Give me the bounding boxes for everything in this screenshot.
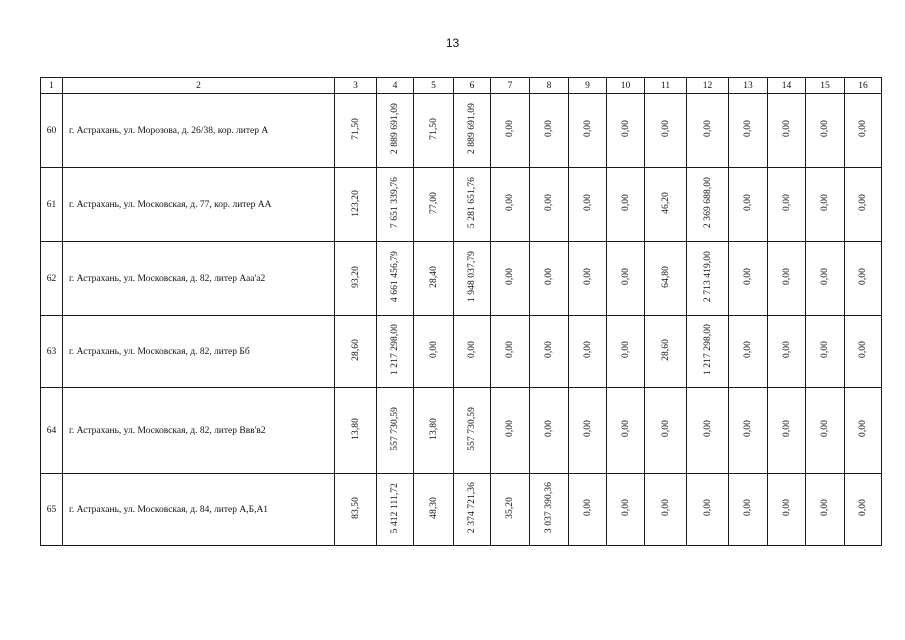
value-cell-col-13 <box>729 242 768 316</box>
value-cell-col-8 <box>530 388 569 474</box>
value-cell-col-4 <box>377 94 414 168</box>
value-cell-col-4 <box>377 168 414 242</box>
value-cell-col-9 <box>569 168 607 242</box>
column-header-9: 9 <box>569 78 607 94</box>
value-text: 0,00 <box>582 420 593 438</box>
table-row <box>41 168 882 242</box>
value-text: 0,00 <box>467 341 477 359</box>
value-cell-col-16 <box>845 242 882 316</box>
value-text: 0,00 <box>743 420 753 438</box>
value-text: 5 281 651,76 <box>467 177 477 229</box>
column-header-12: 12 <box>687 78 729 94</box>
data-table <box>40 77 882 546</box>
value-text: 64,80 <box>660 266 671 288</box>
row-number: 64 <box>41 388 63 474</box>
value-text: 0,00 <box>620 420 631 438</box>
value-cell-col-16 <box>845 94 882 168</box>
table-row <box>41 94 882 168</box>
value-cell-col-6 <box>454 388 491 474</box>
value-cell-col-14 <box>768 388 806 474</box>
value-cell-col-15 <box>806 388 845 474</box>
value-cell-col-8 <box>530 242 569 316</box>
value-text: 2 369 688,00 <box>702 177 713 229</box>
value-cell-col-13 <box>729 316 768 388</box>
value-text: 0,00 <box>544 120 554 138</box>
value-cell-col-5 <box>414 474 454 546</box>
value-text: 0,00 <box>820 268 830 286</box>
value-cell-col-10 <box>607 316 645 388</box>
value-text: 0,00 <box>743 499 753 517</box>
address-cell: г. Астрахань, ул. Московская, д. 77, кор. литер АА <box>63 168 335 242</box>
value-text: 0,00 <box>505 341 515 359</box>
value-text: 5 412 111,72 <box>390 482 400 534</box>
column-header-4: 4 <box>377 78 414 94</box>
table-row <box>41 474 882 546</box>
value-cell-col-10 <box>607 474 645 546</box>
value-text: 13,80 <box>428 418 439 440</box>
value-text: 0,00 <box>743 120 753 138</box>
column-header-5: 5 <box>414 78 454 94</box>
value-cell-col-9 <box>569 316 607 388</box>
column-header-1: 1 <box>41 78 63 94</box>
value-cell-col-13 <box>729 168 768 242</box>
value-cell-col-3 <box>335 242 377 316</box>
value-cell-col-8 <box>530 316 569 388</box>
value-text: 13,80 <box>350 418 361 440</box>
address-cell: г. Астрахань, ул. Московская, д. 82, литер Ааа'а2 <box>63 242 335 316</box>
value-cell-col-14 <box>768 94 806 168</box>
value-text: 3 037 390,36 <box>544 482 554 534</box>
value-text: 0,00 <box>660 499 671 517</box>
value-text: 0,00 <box>743 341 753 359</box>
value-cell-col-7 <box>491 316 530 388</box>
value-cell-col-12 <box>687 388 729 474</box>
table-body <box>41 78 882 546</box>
value-text: 0,00 <box>660 420 671 438</box>
value-cell-col-8 <box>530 94 569 168</box>
value-text: 0,00 <box>620 341 631 359</box>
value-cell-col-16 <box>845 388 882 474</box>
value-cell-col-15 <box>806 94 845 168</box>
value-text: 0,00 <box>582 194 593 212</box>
table-row <box>41 316 882 388</box>
value-text: 0,00 <box>820 120 830 138</box>
value-cell-col-15 <box>806 474 845 546</box>
row-number: 60 <box>41 94 63 168</box>
value-text: 46,20 <box>660 192 671 214</box>
value-cell-col-6 <box>454 94 491 168</box>
value-text: 0,00 <box>582 268 593 286</box>
value-cell-col-5 <box>414 242 454 316</box>
value-cell-col-11 <box>645 316 687 388</box>
value-text: 0,00 <box>544 341 554 359</box>
value-text: 71,50 <box>350 118 361 140</box>
value-cell-col-15 <box>806 168 845 242</box>
value-text: 0,00 <box>544 194 554 212</box>
value-text: 0,00 <box>620 194 631 212</box>
value-cell-col-10 <box>607 168 645 242</box>
value-cell-col-4 <box>377 474 414 546</box>
value-text: 0,00 <box>544 268 554 286</box>
value-cell-col-3 <box>335 388 377 474</box>
value-text: 0,00 <box>858 120 868 138</box>
value-cell-col-10 <box>607 242 645 316</box>
value-cell-col-12 <box>687 316 729 388</box>
value-text: 0,00 <box>820 194 830 212</box>
value-text: 0,00 <box>858 341 868 359</box>
value-text: 1 217 298,00 <box>702 324 713 376</box>
value-text: 0,00 <box>781 341 792 359</box>
value-cell-col-8 <box>530 168 569 242</box>
value-cell-col-14 <box>768 474 806 546</box>
value-cell-col-5 <box>414 316 454 388</box>
value-cell-col-12 <box>687 474 729 546</box>
value-text: 0,00 <box>505 268 515 286</box>
value-text: 0,00 <box>620 268 631 286</box>
address-cell: г. Астрахань, ул. Московская, д. 84, литер А,Б,А1 <box>63 474 335 546</box>
value-cell-col-9 <box>569 242 607 316</box>
value-text: 0,00 <box>858 499 868 517</box>
value-cell-col-12 <box>687 168 729 242</box>
value-text: 0,00 <box>582 499 593 517</box>
value-cell-col-15 <box>806 242 845 316</box>
value-text: 2 374 721,36 <box>467 482 477 534</box>
row-number: 62 <box>41 242 63 316</box>
column-header-16: 16 <box>845 78 882 94</box>
value-cell-col-4 <box>377 242 414 316</box>
value-text: 48,30 <box>428 497 439 519</box>
column-header-3: 3 <box>335 78 377 94</box>
value-cell-col-14 <box>768 316 806 388</box>
value-cell-col-7 <box>491 474 530 546</box>
value-text: 28,60 <box>660 339 671 361</box>
value-cell-col-11 <box>645 94 687 168</box>
value-cell-col-7 <box>491 94 530 168</box>
value-cell-col-3 <box>335 94 377 168</box>
column-header-15: 15 <box>806 78 845 94</box>
value-cell-col-10 <box>607 94 645 168</box>
value-text: 0,00 <box>743 268 753 286</box>
value-text: 71,50 <box>428 118 439 140</box>
value-text: 0,00 <box>858 420 868 438</box>
column-header-8: 8 <box>530 78 569 94</box>
value-cell-col-6 <box>454 316 491 388</box>
value-cell-col-3 <box>335 316 377 388</box>
value-cell-col-9 <box>569 474 607 546</box>
value-text: 2 713 419,00 <box>702 251 713 303</box>
value-cell-col-16 <box>845 168 882 242</box>
value-text: 2 889 691,09 <box>467 103 477 155</box>
table-row <box>41 388 882 474</box>
value-text: 0,00 <box>505 420 515 438</box>
value-text: 0,00 <box>428 341 439 359</box>
value-cell-col-11 <box>645 242 687 316</box>
value-cell-col-12 <box>687 242 729 316</box>
value-cell-col-9 <box>569 94 607 168</box>
value-text: 0,00 <box>781 194 792 212</box>
value-text: 0,00 <box>620 120 631 138</box>
row-number: 61 <box>41 168 63 242</box>
column-header-11: 11 <box>645 78 687 94</box>
value-cell-col-15 <box>806 316 845 388</box>
value-text: 0,00 <box>505 194 515 212</box>
value-cell-col-5 <box>414 168 454 242</box>
value-text: 0,00 <box>743 194 753 212</box>
value-cell-col-7 <box>491 168 530 242</box>
value-cell-col-5 <box>414 388 454 474</box>
column-header-2: 2 <box>63 78 335 94</box>
value-cell-col-14 <box>768 242 806 316</box>
value-text: 123,20 <box>350 189 361 217</box>
value-text: 557 730,59 <box>467 407 477 451</box>
value-cell-col-13 <box>729 474 768 546</box>
value-text: 0,00 <box>858 268 868 286</box>
value-cell-col-16 <box>845 474 882 546</box>
value-cell-col-6 <box>454 474 491 546</box>
value-cell-col-6 <box>454 168 491 242</box>
value-text: 0,00 <box>858 194 868 212</box>
value-cell-col-10 <box>607 388 645 474</box>
value-cell-col-6 <box>454 242 491 316</box>
value-text: 0,00 <box>582 341 593 359</box>
value-text: 0,00 <box>781 268 792 286</box>
page-number: 13 <box>445 36 460 50</box>
value-text: 0,00 <box>820 341 830 359</box>
column-header-7: 7 <box>491 78 530 94</box>
value-text: 0,00 <box>620 499 631 517</box>
value-text: 7 651 339,76 <box>390 177 400 229</box>
value-cell-col-12 <box>687 94 729 168</box>
value-cell-col-16 <box>845 316 882 388</box>
value-text: 0,00 <box>702 499 713 517</box>
value-text: 77,00 <box>428 192 439 214</box>
header-row <box>41 78 882 94</box>
value-text: 0,00 <box>702 120 713 138</box>
column-header-13: 13 <box>729 78 768 94</box>
value-text: 28,40 <box>428 266 439 288</box>
address-cell: г. Астрахань, ул. Московская, д. 82, литер Ввв'в2 <box>63 388 335 474</box>
address-cell: г. Астрахань, ул. Морозова, д. 26/38, кор. литер А <box>63 94 335 168</box>
value-text: 83,50 <box>350 497 361 519</box>
address-cell: г. Астрахань, ул. Московская, д. 82, литер Бб <box>63 316 335 388</box>
value-cell-col-7 <box>491 242 530 316</box>
value-cell-col-3 <box>335 168 377 242</box>
value-cell-col-13 <box>729 388 768 474</box>
column-header-14: 14 <box>768 78 806 94</box>
value-text: 0,00 <box>582 120 593 138</box>
value-text: 1 217 298,00 <box>390 324 400 376</box>
value-cell-col-5 <box>414 94 454 168</box>
value-text: 0,00 <box>781 120 792 138</box>
value-cell-col-4 <box>377 388 414 474</box>
column-header-10: 10 <box>607 78 645 94</box>
value-cell-col-4 <box>377 316 414 388</box>
value-text: 0,00 <box>702 420 713 438</box>
value-text: 0,00 <box>781 420 792 438</box>
value-text: 93,20 <box>350 266 361 288</box>
column-header-6: 6 <box>454 78 491 94</box>
value-text: 28,60 <box>350 339 361 361</box>
value-text: 0,00 <box>781 499 792 517</box>
value-cell-col-7 <box>491 388 530 474</box>
value-text: 1 948 037,79 <box>467 251 477 303</box>
value-text: 557 730,59 <box>390 407 400 451</box>
value-text: 35,20 <box>505 497 515 519</box>
value-cell-col-13 <box>729 94 768 168</box>
value-text: 4 661 456,79 <box>390 251 400 303</box>
value-cell-col-11 <box>645 168 687 242</box>
row-number: 63 <box>41 316 63 388</box>
table-row <box>41 242 882 316</box>
value-cell-col-11 <box>645 388 687 474</box>
value-cell-col-9 <box>569 388 607 474</box>
value-text: 0,00 <box>820 499 830 517</box>
value-cell-col-8 <box>530 474 569 546</box>
value-text: 0,00 <box>544 420 554 438</box>
value-text: 2 889 691,09 <box>390 103 400 155</box>
value-text: 0,00 <box>505 120 515 138</box>
value-text: 0,00 <box>660 120 671 138</box>
value-cell-col-3 <box>335 474 377 546</box>
value-cell-col-14 <box>768 168 806 242</box>
value-text: 0,00 <box>820 420 830 438</box>
row-number: 65 <box>41 474 63 546</box>
value-cell-col-11 <box>645 474 687 546</box>
